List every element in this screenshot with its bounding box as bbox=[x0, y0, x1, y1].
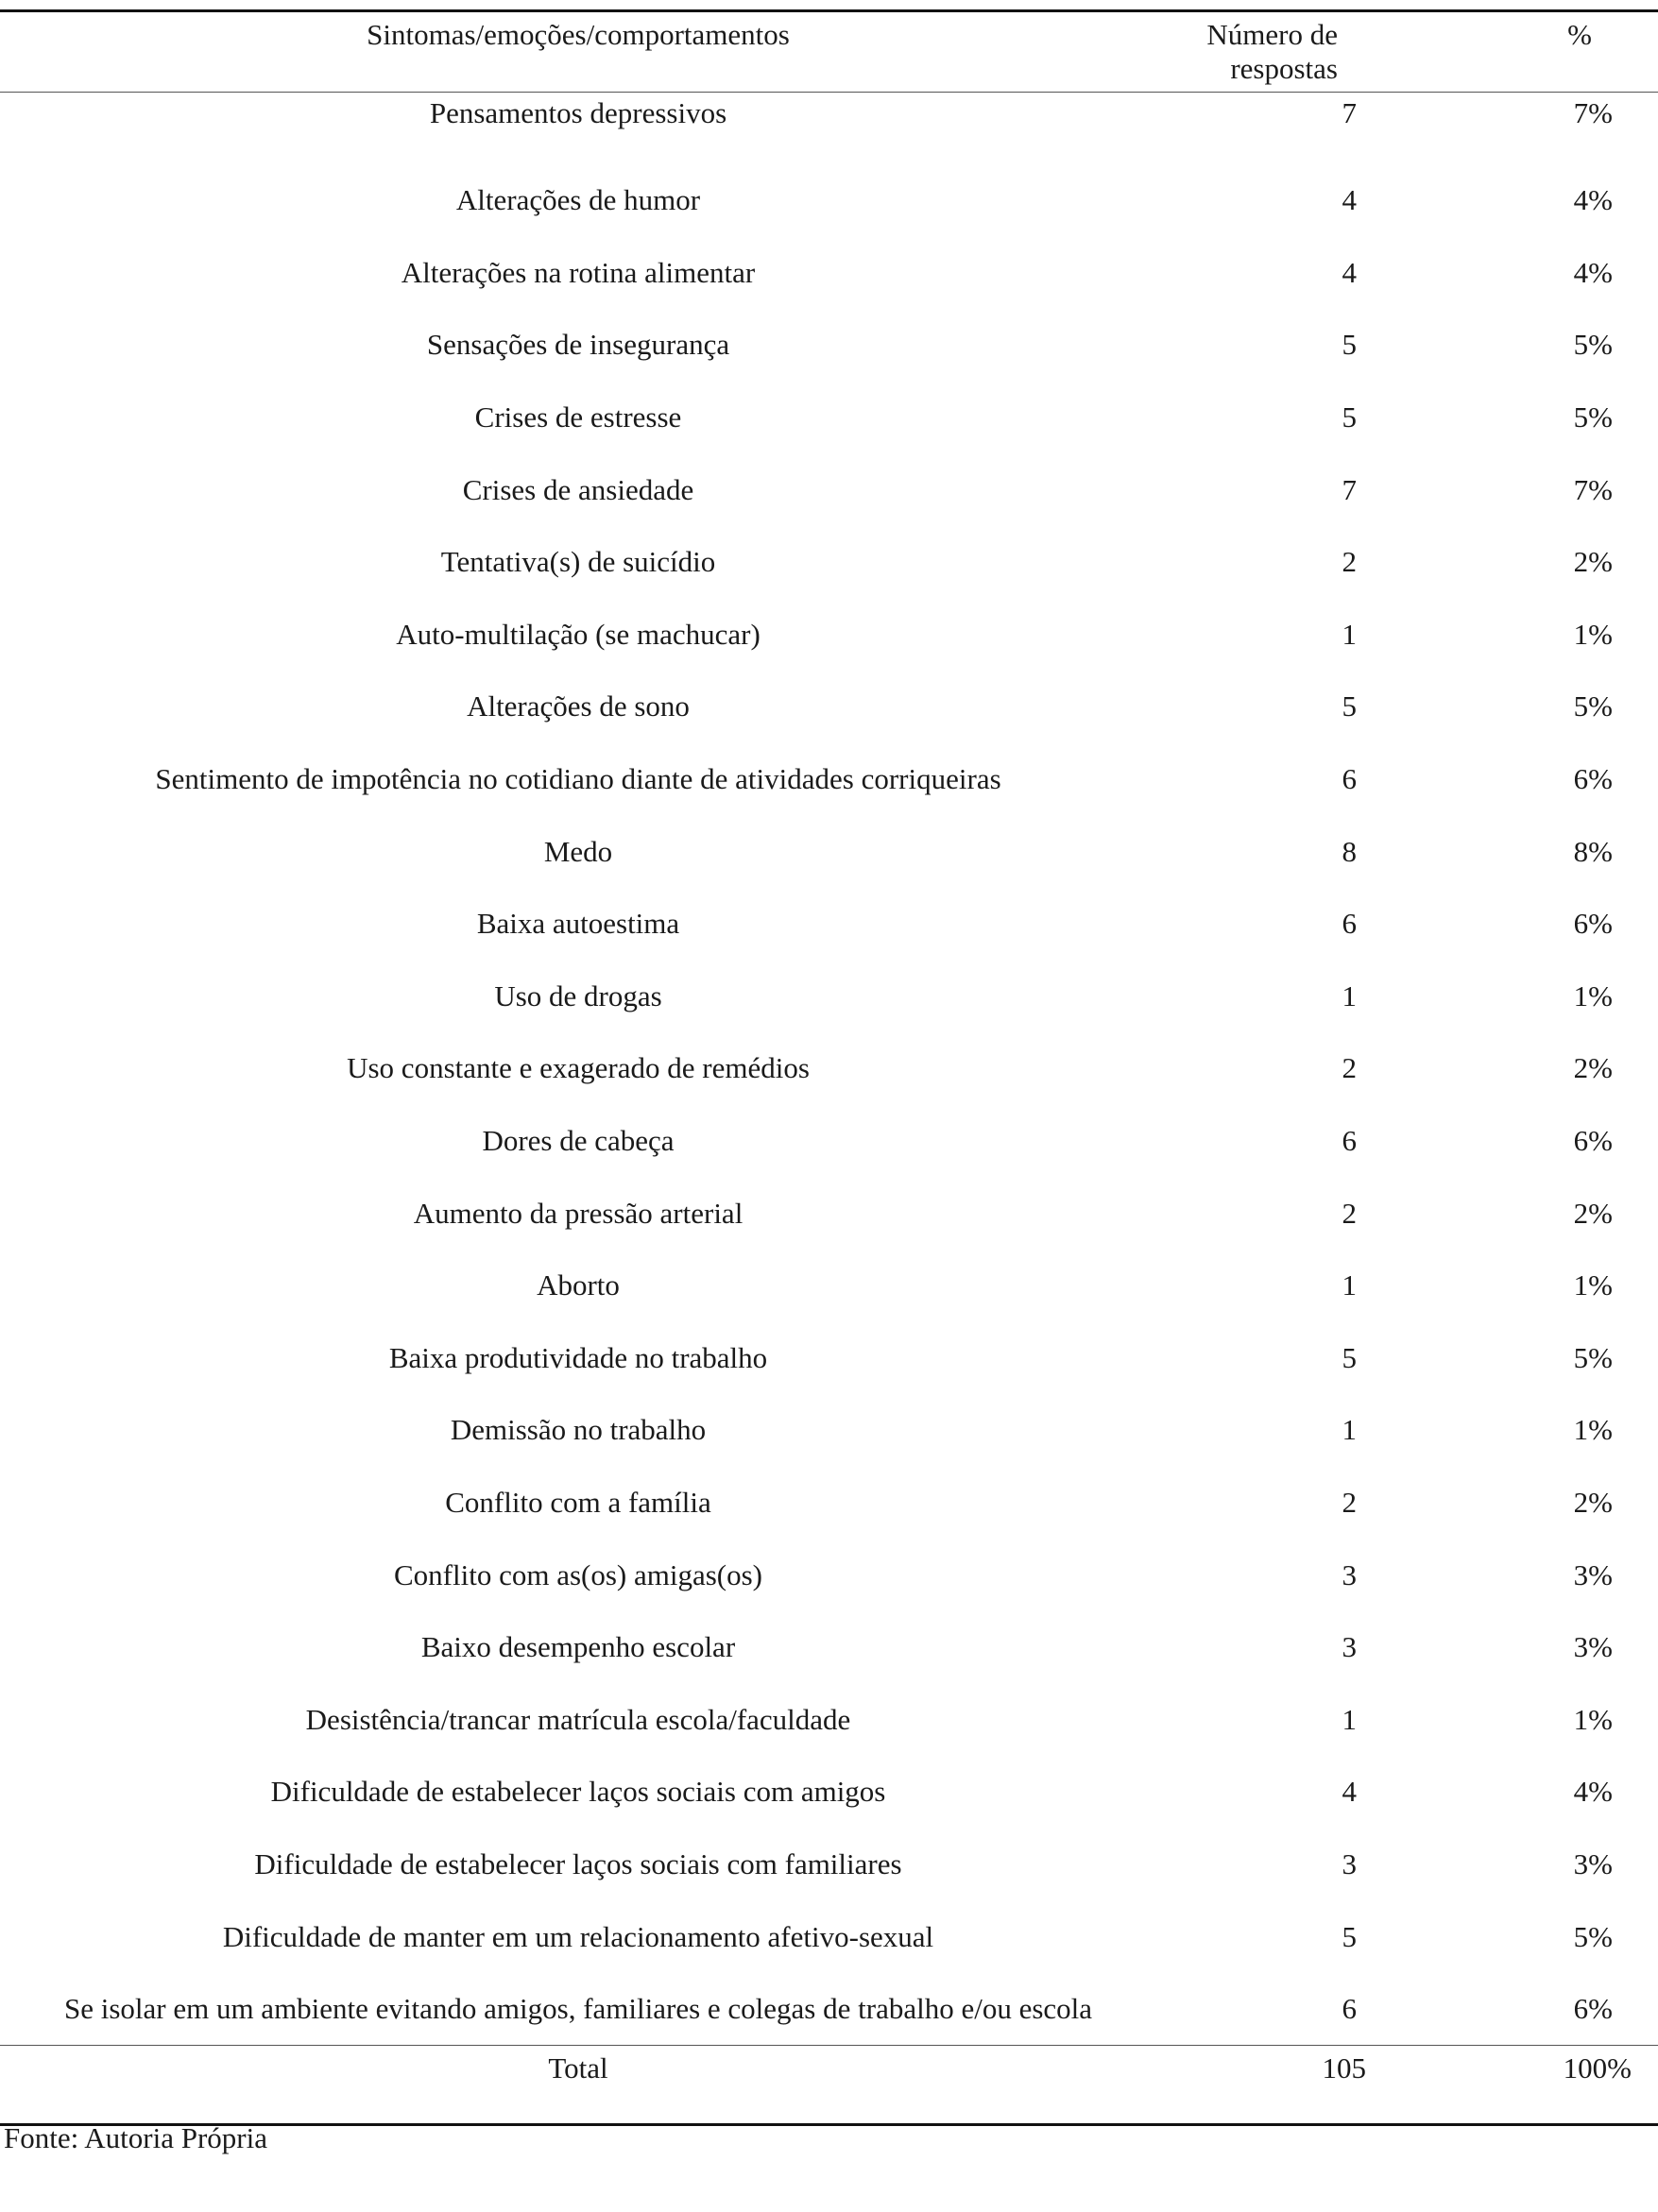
table-row bbox=[0, 93, 1658, 165]
table-row bbox=[0, 1032, 1658, 1105]
row-symptom-label: Dores de cabeça bbox=[482, 1124, 675, 1158]
header-row bbox=[0, 11, 1658, 93]
table-row bbox=[0, 888, 1658, 961]
row-percent: 1% bbox=[1573, 617, 1613, 651]
table-row bbox=[0, 1683, 1658, 1756]
table-row bbox=[0, 1756, 1658, 1829]
row-symptom-label: Baixa produtividade no trabalho bbox=[388, 1340, 768, 1374]
table-row bbox=[0, 1611, 1658, 1684]
row-response-count: 7 bbox=[1342, 96, 1357, 129]
row-symptom-label: Demissão no trabalho bbox=[450, 1413, 707, 1447]
row-percent: 4% bbox=[1573, 183, 1613, 217]
row-response-count: 1 bbox=[1342, 617, 1357, 651]
row-percent: 5% bbox=[1573, 328, 1613, 362]
table-row bbox=[0, 1105, 1658, 1178]
row-response-count: 1 bbox=[1342, 1413, 1357, 1447]
row-percent: 2% bbox=[1573, 545, 1613, 579]
row-response-count: 2 bbox=[1342, 1051, 1357, 1085]
header-symptoms: Sintomas/emoções/comportamentos bbox=[0, 11, 1156, 93]
table-row bbox=[0, 382, 1658, 454]
row-response-count: 5 bbox=[1342, 1340, 1357, 1374]
table-row bbox=[0, 1900, 1658, 1973]
row-response-count: 5 bbox=[1342, 689, 1357, 723]
table-footer bbox=[0, 2046, 1658, 2125]
row-symptom-label: Alterações na rotina alimentar bbox=[401, 255, 756, 289]
row-symptom-label: Se isolar em um ambiente evitando amigos, familiares e colegas de trabalho e/ou escola bbox=[63, 1992, 1093, 2026]
table-row bbox=[0, 1829, 1658, 1901]
row-percent: 1% bbox=[1573, 1702, 1613, 1736]
header-percent: % bbox=[1523, 11, 1658, 93]
total-row bbox=[0, 2046, 1658, 2125]
table-header bbox=[0, 11, 1658, 93]
row-percent: 1% bbox=[1573, 978, 1613, 1012]
row-percent: 7% bbox=[1573, 96, 1613, 129]
table-row bbox=[0, 237, 1658, 310]
table-row bbox=[0, 815, 1658, 888]
row-percent: 3% bbox=[1573, 1846, 1613, 1880]
row-response-count: 6 bbox=[1342, 1124, 1357, 1158]
table-row bbox=[0, 164, 1658, 237]
row-symptom-label: Uso de drogas bbox=[494, 978, 662, 1012]
source-note: Fonte: Autoria Própria bbox=[4, 2121, 267, 2154]
row-response-count: 1 bbox=[1342, 1268, 1357, 1302]
row-response-count: 7 bbox=[1342, 472, 1357, 506]
table-row bbox=[0, 599, 1658, 672]
row-percent: 7% bbox=[1573, 472, 1613, 506]
table-row bbox=[0, 961, 1658, 1033]
table-row bbox=[0, 526, 1658, 599]
table-row bbox=[0, 1177, 1658, 1250]
total-count: 105 bbox=[1156, 2046, 1523, 2125]
row-percent: 6% bbox=[1573, 1124, 1613, 1158]
total-label: Total bbox=[0, 2046, 1156, 2125]
table-row bbox=[0, 309, 1658, 382]
row-response-count: 4 bbox=[1342, 255, 1357, 289]
row-percent: 2% bbox=[1573, 1196, 1613, 1230]
row-symptom-label: Desistência/trancar matrícula escola/faculdade bbox=[305, 1702, 851, 1736]
row-percent: 3% bbox=[1573, 1630, 1613, 1664]
row-symptom-label: Alterações de sono bbox=[467, 689, 690, 723]
row-symptom-label: Medo bbox=[543, 834, 613, 868]
row-symptom-label: Dificuldade de manter em um relacionamento afetivo-sexual bbox=[222, 1919, 934, 1953]
row-percent: 8% bbox=[1573, 834, 1613, 868]
row-response-count: 2 bbox=[1342, 1196, 1357, 1230]
row-symptom-label: Sensações de insegurança bbox=[426, 328, 730, 362]
row-percent: 3% bbox=[1573, 1557, 1613, 1591]
table-row bbox=[0, 1322, 1658, 1395]
row-response-count: 2 bbox=[1342, 545, 1357, 579]
row-symptom-label: Sentimento de impotência no cotidiano diante de atividades corriqueiras bbox=[155, 762, 1001, 796]
row-symptom-label: Aumento da pressão arterial bbox=[413, 1196, 744, 1230]
row-response-count: 4 bbox=[1342, 183, 1357, 217]
row-response-count: 5 bbox=[1342, 1919, 1357, 1953]
row-symptom-label: Dificuldade de estabelecer laços sociais com amigos bbox=[270, 1775, 886, 1809]
row-symptom-label: Baixa autoestima bbox=[476, 907, 680, 941]
row-symptom-label: Tentativa(s) de suicídio bbox=[440, 545, 716, 579]
row-response-count: 3 bbox=[1342, 1557, 1357, 1591]
row-response-count: 1 bbox=[1342, 978, 1357, 1012]
row-percent: 1% bbox=[1573, 1268, 1613, 1302]
table-row bbox=[0, 1467, 1658, 1540]
row-percent: 6% bbox=[1573, 762, 1613, 796]
row-symptom-label: Pensamentos depressivos bbox=[429, 96, 727, 129]
row-response-count: 4 bbox=[1342, 1775, 1357, 1809]
table-body bbox=[0, 93, 1658, 2046]
row-response-count: 6 bbox=[1342, 762, 1357, 796]
row-response-count: 6 bbox=[1342, 907, 1357, 941]
row-percent: 2% bbox=[1573, 1485, 1613, 1519]
row-symptom-label: Dificuldade de estabelecer laços sociais com familiares bbox=[254, 1846, 902, 1880]
row-percent: 5% bbox=[1573, 689, 1613, 723]
row-response-count: 3 bbox=[1342, 1846, 1357, 1880]
row-percent: 5% bbox=[1573, 400, 1613, 434]
table-row bbox=[0, 1250, 1658, 1322]
row-percent: 1% bbox=[1573, 1413, 1613, 1447]
symptoms-table bbox=[0, 9, 1658, 2126]
total-percent: 100% bbox=[1523, 2046, 1658, 2125]
row-symptom-label: Uso constante e exagerado de remédios bbox=[347, 1051, 810, 1085]
table-row bbox=[0, 1394, 1658, 1467]
row-response-count: 5 bbox=[1342, 400, 1357, 434]
row-percent: 6% bbox=[1573, 907, 1613, 941]
row-percent: 4% bbox=[1573, 255, 1613, 289]
row-response-count: 2 bbox=[1342, 1485, 1357, 1519]
table-row bbox=[0, 453, 1658, 526]
row-response-count: 6 bbox=[1342, 1992, 1357, 2026]
row-response-count: 1 bbox=[1342, 1702, 1357, 1736]
row-response-count: 5 bbox=[1342, 328, 1357, 362]
row-symptom-label: Conflito com a família bbox=[445, 1485, 711, 1519]
row-percent: 5% bbox=[1573, 1919, 1613, 1953]
row-response-count: 3 bbox=[1342, 1630, 1357, 1664]
row-response-count: 8 bbox=[1342, 834, 1357, 868]
header-response-count: Número de respostas bbox=[1156, 11, 1523, 93]
row-symptom-label: Auto-multilação (se machucar) bbox=[396, 617, 761, 651]
table-row bbox=[0, 1539, 1658, 1611]
row-symptom-label: Crises de ansiedade bbox=[462, 472, 694, 506]
table-row bbox=[0, 743, 1658, 816]
row-percent: 4% bbox=[1573, 1775, 1613, 1809]
table-row bbox=[0, 671, 1658, 743]
row-symptom-label: Alterações de humor bbox=[455, 183, 701, 217]
row-percent: 2% bbox=[1573, 1051, 1613, 1085]
row-symptom-label: Baixo desempenho escolar bbox=[420, 1630, 736, 1664]
row-symptom-label: Crises de estresse bbox=[474, 400, 682, 434]
row-percent: 5% bbox=[1573, 1340, 1613, 1374]
row-symptom-label: Aborto bbox=[537, 1268, 620, 1302]
row-symptom-label: Conflito com as(os) amigas(os) bbox=[393, 1557, 762, 1591]
row-percent: 6% bbox=[1573, 1992, 1613, 2026]
table-row bbox=[0, 1973, 1658, 2046]
